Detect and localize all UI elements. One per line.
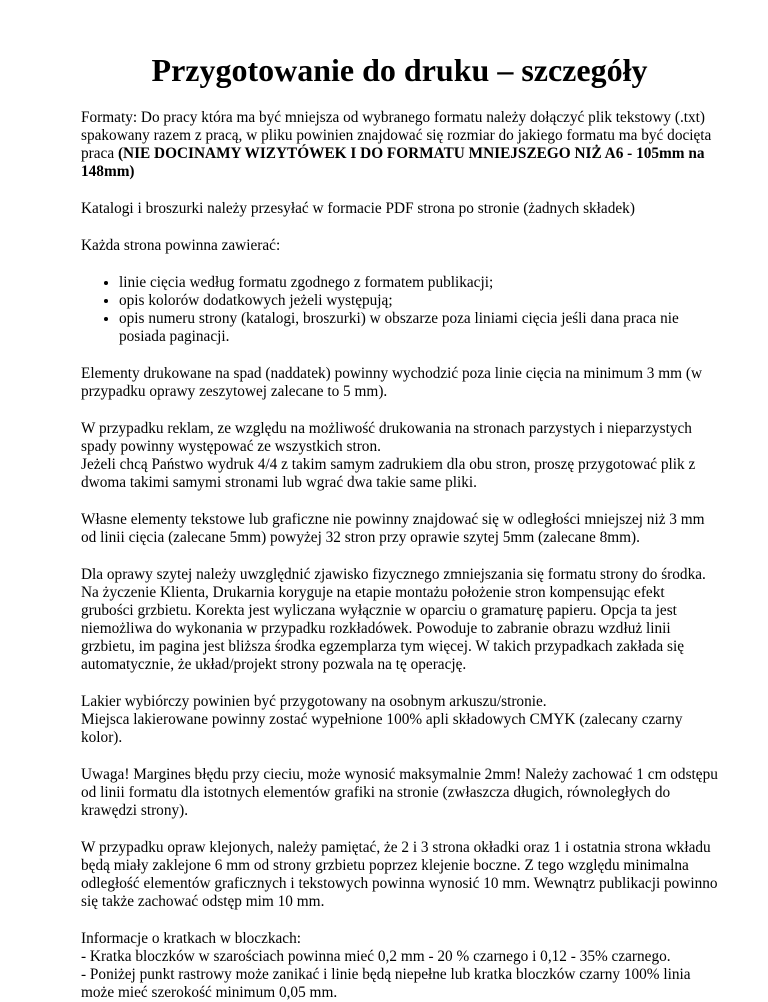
formats-text: Formaty: Do pracy która ma być mniejsza od wybranego formatu należy dołączyć plik tekstowy (.txt) spakowany razem z pracą, w pliku powinien znajdować się rozmiar do jakiego formatu ma być docięta praca (81, 109, 712, 162)
ads-paragraph: Jeżeli chcą Państwo wydruk 4/4 z takim samym zadrukiem dla obu stron, proszę przygotować plik z dwoma takimi samymi stronami lub wgrać dwa takie same pliki. (81, 456, 696, 491)
own-elements-paragraph: Własne elementy tekstowe lub graficzne nie powinny znajdować się w odległości mniejszej niż 3 mm od linii cięcia (zalecane 5mm) powyżej 32 stron przy oprawie szytej 5mm (zalecane 8mm). (81, 511, 705, 546)
requirements-list (81, 274, 718, 346)
ads-paragraph: W przypadku reklam, ze względu na możliwość drukowania na stronach parzystych i nieparzystych spady powinny występować ze wszystkich stron. (81, 420, 692, 455)
varnish-paragraph: Lakier wybiórczy powinien być przygotowany na osobnym arkuszu/stronie. (81, 693, 547, 710)
ads-section (81, 420, 718, 492)
stitched-binding-paragraph: Dla oprawy szytej należy uwzględnić zjawisko fizycznego zmniejszania się formatu strony do środka. Na życzenie Klienta, Drukarnia koryguje na etapie montażu położenie stron kompensując efekt grubości grzbietu. Korekta jest wyliczana wyłącznie w oparciu o gramaturę papieru. Opcja ta jest niemożliwa do wykonania w przypadku rozkładówek. Powoduje to zabranie obrazu wzdłuż linii grzbietu, im pagina jest bliższa środka egzemplarza tym więcej. W takich przypadkach zakłada się automatycznie, że układ/projekt strony pozwala na tę operację. (81, 566, 706, 673)
list-item: • linie cięcia według formatu zgodnego z formatem publikacji; (119, 274, 718, 292)
list-item: • opis numeru strony (katalogi, broszurki) w obszarze poza liniami cięcia jeśli dana praca nie posiada paginacji. (119, 310, 718, 346)
page-title: Przygotowanie do druku – szczegóły (151, 52, 648, 88)
each-page-intro: Każda strona powinna zawierać: (81, 237, 281, 254)
boxes-line: - Poniżej punkt rastrowy może zanikać i linie będą niepełne lub kratka bloczków czarny 100% linia może mieć szerokość minimum 0,05 mm. (81, 966, 691, 1001)
glued-binding-paragraph: W przypadku opraw klejonych, należy pamiętać, że 2 i 3 strona okładki oraz 1 i ostatnia strona wkładu będą miały zaklejone 6 mm od strony grzbietu poprzez klejenie boczne. Z tego względu minimalna odległość elementów graficznych i tekstowych powinna wynosić 10 mm. Wewnątrz publikacji powinno się także zachować odstęp mim 10 mm. (81, 839, 718, 910)
warning-paragraph: Uwaga! Margines błędu przy cieciu, może wynosić maksymalnie 2mm! Należy zachować 1 cm odstępu od linii formatu dla istotnych elementów grafiki na stronie (zwłaszcza długich, równoległych do krawędzi strony). (81, 766, 718, 819)
catalogs-paragraph: Katalogi i broszurki należy przesyłać w formacie PDF strona po stronie (żadnych składek) (81, 200, 635, 217)
formats-paragraph (81, 109, 718, 181)
varnish-paragraph: Miejsca lakierowane powinny zostać wypełnione 100% apli składowych CMYK (zalecany czarny kolor). (81, 711, 683, 746)
bleed-paragraph: Elementy drukowane na spad (naddatek) powinny wychodzić poza linie cięcia na minimum 3 mm (w przypadku oprawy zeszytowej zalecane to 5 mm). (81, 365, 703, 400)
boxes-section (81, 930, 718, 1002)
varnish-section (81, 693, 718, 747)
list-item: • opis kolorów dodatkowych jeżeli występują; (119, 292, 718, 310)
formats-bold-note: (NIE DOCINAMY WIZYTÓWEK I DO FORMATU MNIEJSZEGO NIŻ A6 - 105mm na 148mm) (81, 145, 705, 180)
boxes-line: - Kratka bloczków w szarościach powinna mieć 0,2 mm - 20 % czarnego i 0,12 - 35% czarnego. (81, 948, 671, 965)
boxes-heading: Informacje o kratkach w bloczkach: (81, 930, 301, 947)
